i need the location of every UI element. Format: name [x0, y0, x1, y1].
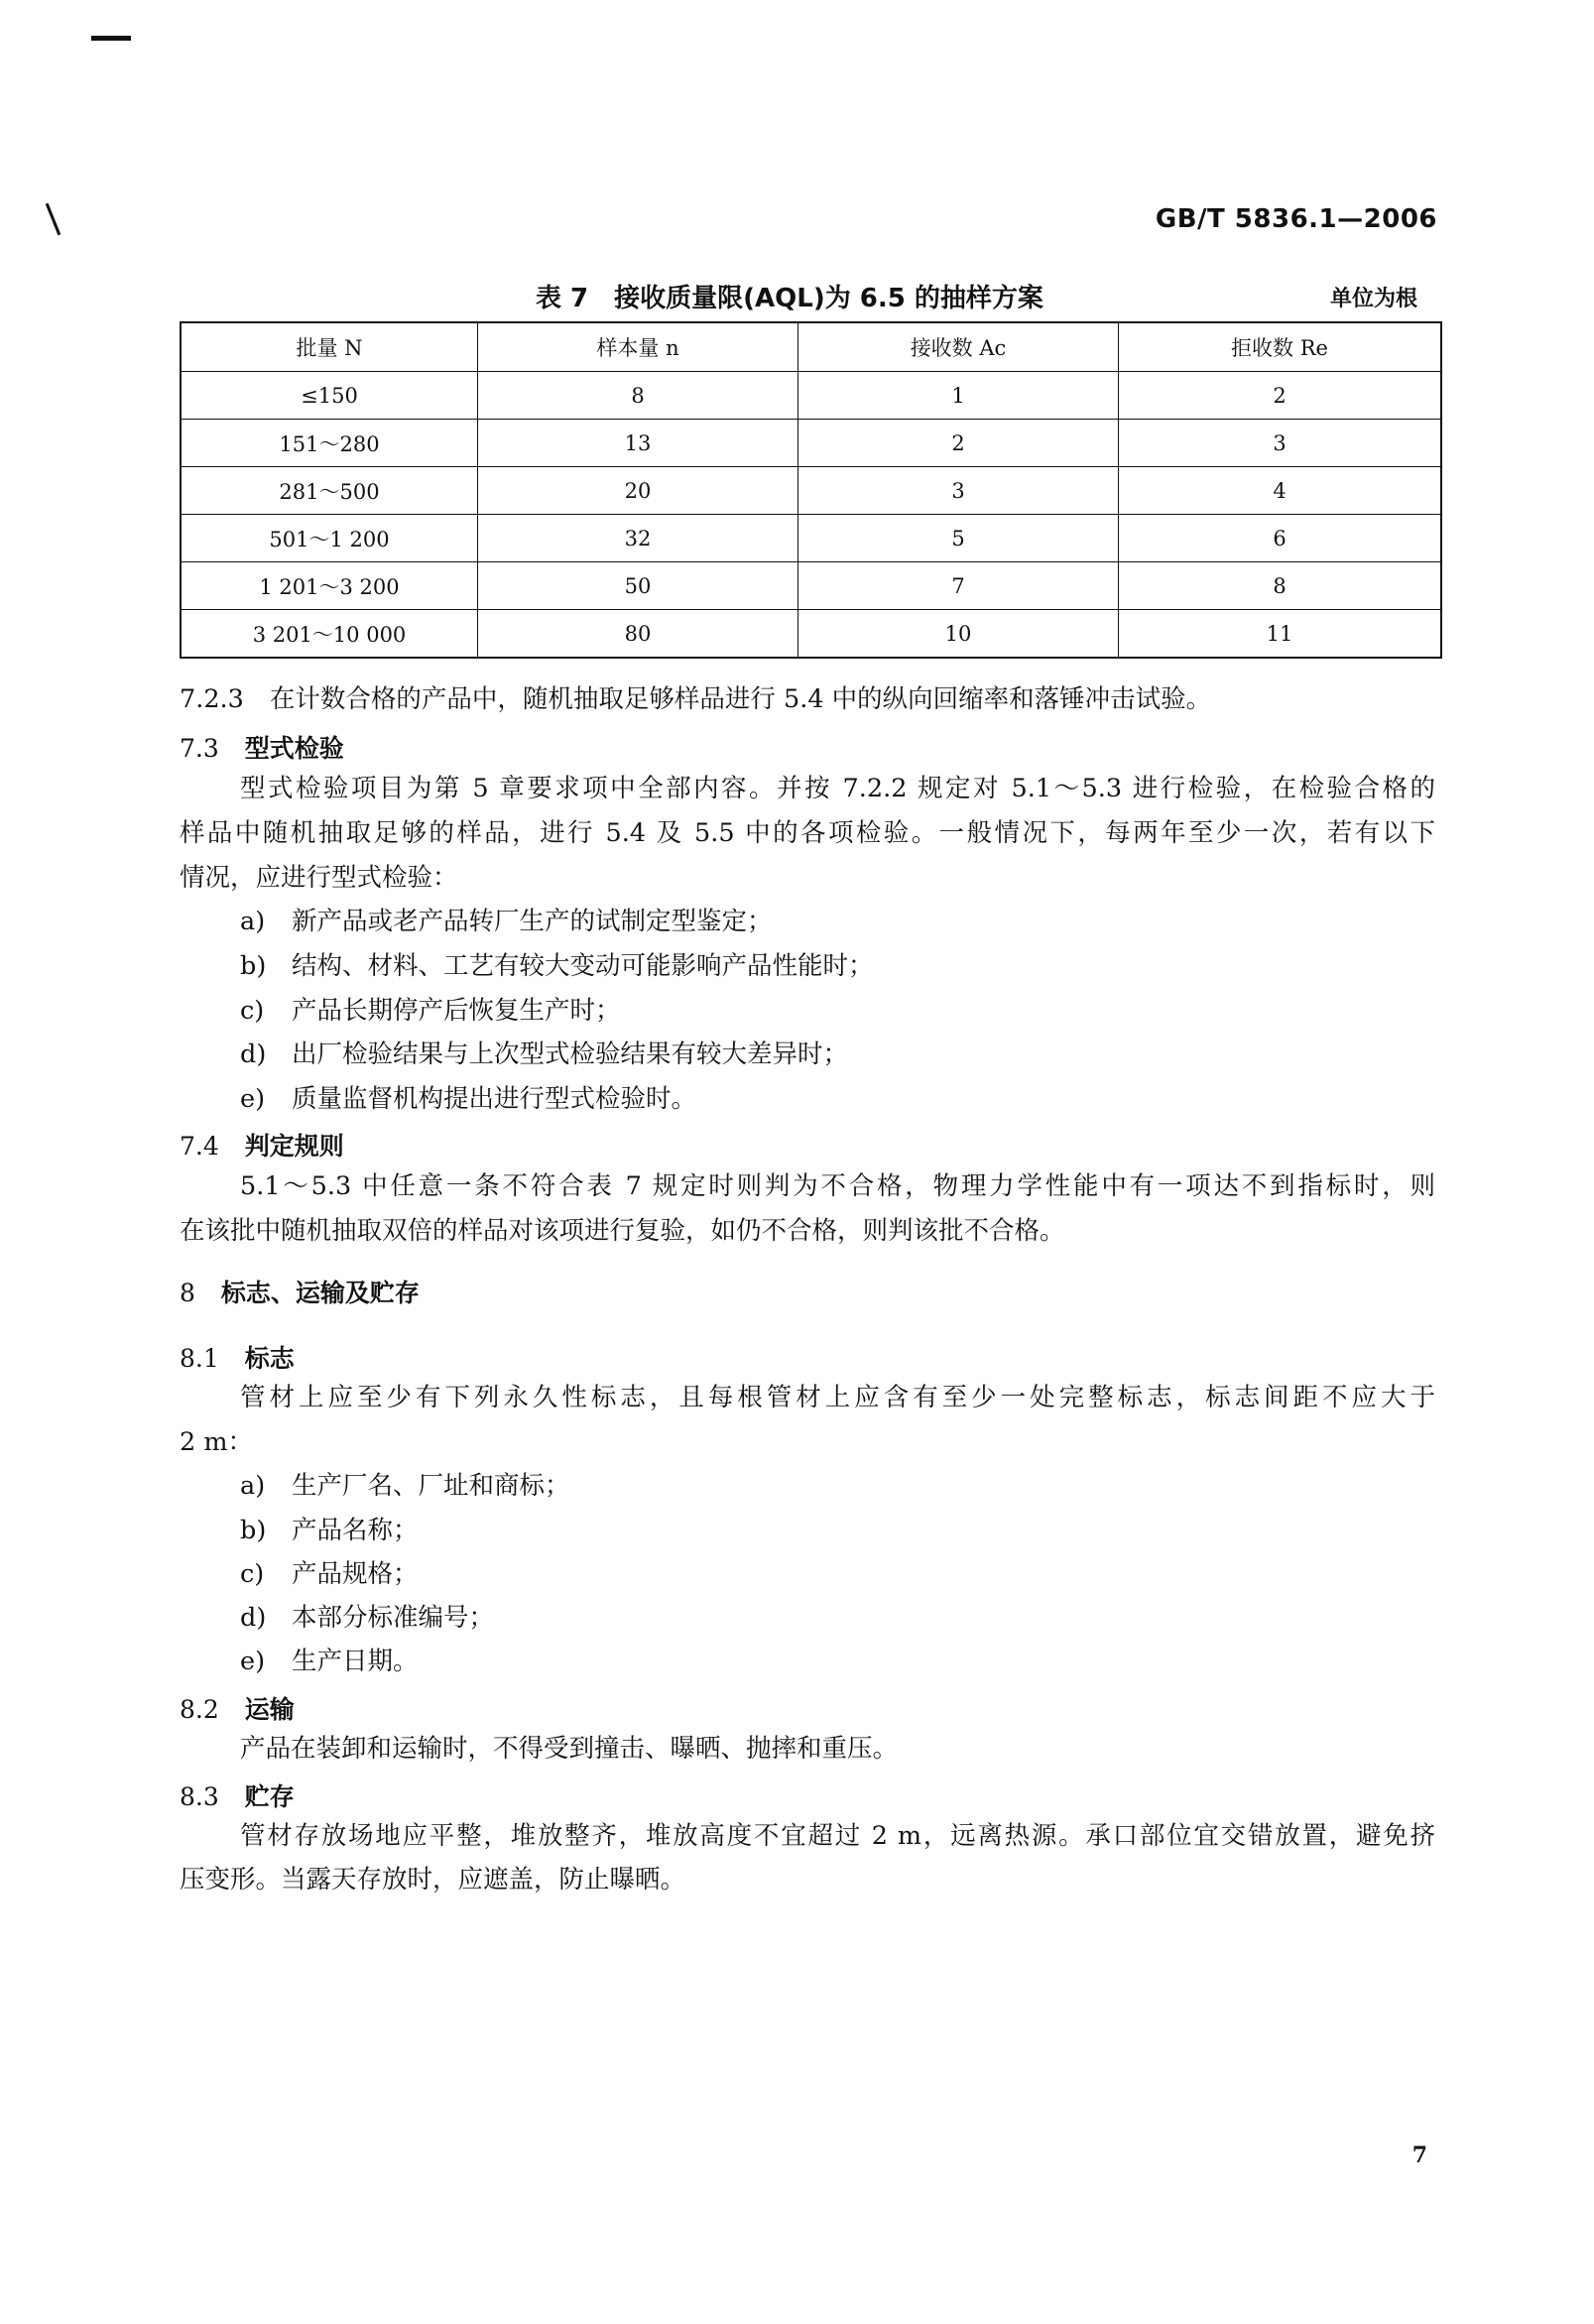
table-cell: 151～280	[181, 420, 478, 467]
section-number: 8.1	[180, 1344, 219, 1373]
table-cell: ≤150	[181, 372, 478, 420]
column-header: 拒收数 Re	[1119, 322, 1442, 372]
sampling-plan-table	[180, 321, 1442, 659]
column-header: 样本量 n	[478, 322, 798, 372]
standard-code: GB/T 5836.1—2006	[1155, 204, 1437, 234]
column-header: 批量 N	[181, 322, 478, 372]
table-cell: 6	[1119, 515, 1442, 562]
section-heading-8-2	[180, 1690, 295, 1726]
section-heading-8-3	[180, 1777, 295, 1813]
table-cell: 80	[478, 610, 798, 659]
table-row	[181, 515, 1441, 562]
list-item-text: 本部分标准编号；	[292, 1603, 495, 1633]
list-item	[240, 996, 621, 1026]
list-marker: d)	[240, 1603, 267, 1633]
table-cell: 1	[798, 372, 1119, 420]
list-item	[240, 1040, 848, 1069]
paragraph-line: 5.1～5.3 中任意一条不符合表 7 规定时则判为不合格，物理力学性能中有一项达不到指标时，则	[240, 1171, 1435, 1201]
section-heading-7-4	[180, 1127, 344, 1162]
table-cell: 3	[798, 467, 1119, 515]
section-title: 标志	[244, 1344, 295, 1373]
list-item-text: 结构、材料、工艺有较大变动可能影响产品性能时；	[292, 951, 874, 981]
table-caption: 表 7 接收质量限(AQL)为 6.5 的抽样方案	[536, 284, 1043, 313]
list-item	[240, 1647, 419, 1676]
clause-7-2-3	[180, 684, 1211, 714]
table-cell: 32	[478, 515, 798, 562]
table-unit: 单位为根	[1329, 287, 1417, 311]
table-cell: 501～1 200	[181, 515, 478, 562]
section-number: 8.3	[180, 1782, 219, 1811]
paragraph-line: 样品中随机抽取足够的样品，进行 5.4 及 5.5 中的各项检验。一般情况下，每两年至少一次，若有以下	[180, 818, 1435, 848]
paragraph-line: 2 m：	[180, 1427, 254, 1457]
clause-text: 在计数合格的产品中，随机抽取足够样品进行 5.4 中的纵向回缩率和落锤冲击试验。	[269, 684, 1212, 714]
section-number: 8.2	[180, 1695, 219, 1724]
table-cell: 1 201～3 200	[181, 562, 478, 610]
chapter-heading-8	[180, 1274, 420, 1309]
paragraph-line: 情况，应进行型式检验：	[180, 863, 458, 893]
section-number: 7.4	[180, 1132, 219, 1161]
table-cell: 10	[798, 610, 1119, 659]
table-row	[181, 420, 1441, 467]
table-cell: 20	[478, 467, 798, 515]
list-item	[240, 951, 874, 981]
table-cell: 11	[1119, 610, 1442, 659]
paragraph-line: 压变形。当露天存放时，应遮盖，防止曝晒。	[180, 1865, 686, 1895]
section-number: 7.3	[180, 734, 219, 763]
list-marker: b)	[240, 951, 267, 981]
table-cell: 281～500	[181, 467, 478, 515]
table-cell: 13	[478, 420, 798, 467]
section-title: 判定规则	[244, 1132, 344, 1161]
scan-mark-dash	[91, 36, 131, 41]
section-title: 型式检验	[244, 734, 344, 763]
list-item	[240, 1471, 570, 1501]
list-item	[240, 1603, 494, 1633]
list-item-text: 出厂检验结果与上次型式检验结果有较大差异时；	[292, 1040, 849, 1069]
table-row	[181, 610, 1441, 659]
page-number: 7	[1411, 2142, 1427, 2168]
table-cell: 4	[1119, 467, 1442, 515]
table-cell: 50	[478, 562, 798, 610]
list-marker: a)	[240, 1471, 266, 1501]
chapter-number: 8	[180, 1279, 195, 1307]
paragraph-line: 管材存放场地应平整，堆放整齐，堆放高度不宜超过 2 m，远离热源。承口部位宜交错放置，避免挤	[240, 1821, 1435, 1851]
table-cell: 2	[1119, 372, 1442, 420]
table-row	[181, 467, 1441, 515]
table-cell: 2	[798, 420, 1119, 467]
paragraph-line: 型式检验项目为第 5 章要求项中全部内容。并按 7.2.2 规定对 5.1～5.3 进行检验，在检验合格的	[240, 774, 1435, 803]
section-heading-7-3	[180, 729, 344, 765]
table-cell: 3	[1119, 420, 1442, 467]
table-cell: 3 201～10 000	[181, 610, 478, 659]
section-title: 贮存	[244, 1782, 295, 1811]
table-cell: 8	[1119, 562, 1442, 610]
list-marker: c)	[240, 1559, 265, 1589]
paragraph-line: 产品在装卸和运输时，不得受到撞击、曝晒、抛摔和重压。	[240, 1734, 899, 1764]
table-cell: 8	[478, 372, 798, 420]
scan-mark-slash	[46, 203, 61, 236]
table-row	[181, 372, 1441, 420]
list-item-text: 质量监督机构提出进行型式检验时。	[292, 1084, 697, 1114]
list-item	[240, 907, 773, 936]
section-heading-8-1	[180, 1339, 295, 1375]
list-item-text: 产品长期停产后恢复生产时；	[292, 996, 621, 1026]
list-item	[240, 1084, 696, 1114]
table-header-row	[181, 322, 1441, 372]
list-item-text: 生产日期。	[292, 1647, 419, 1676]
list-item	[240, 1516, 419, 1545]
list-marker: d)	[240, 1040, 267, 1069]
table-row	[181, 562, 1441, 610]
paragraph-line: 在该批中随机抽取双倍的样品对该项进行复验，如仍不合格，则判该批不合格。	[180, 1216, 1065, 1246]
paragraph-line: 管材上应至少有下列永久性标志，且每根管材上应含有至少一处完整标志，标志间距不应大于	[240, 1383, 1435, 1412]
list-item-text: 产品规格；	[292, 1559, 419, 1589]
list-marker: e)	[240, 1647, 266, 1676]
list-marker: a)	[240, 907, 266, 936]
list-item-text: 产品名称；	[292, 1516, 419, 1545]
section-title: 运输	[244, 1695, 295, 1724]
list-marker: e)	[240, 1084, 266, 1114]
list-item-text: 新产品或老产品转厂生产的试制定型鉴定；	[292, 907, 773, 936]
list-marker: b)	[240, 1516, 267, 1545]
table-cell: 7	[798, 562, 1119, 610]
column-header: 接收数 Ac	[798, 322, 1119, 372]
table-cell: 5	[798, 515, 1119, 562]
chapter-title: 标志、运输及贮存	[220, 1279, 420, 1307]
list-marker: c)	[240, 996, 265, 1026]
list-item-text: 生产厂名、厂址和商标；	[292, 1471, 570, 1501]
clause-number: 7.2.3	[180, 684, 244, 714]
list-item	[240, 1559, 419, 1589]
